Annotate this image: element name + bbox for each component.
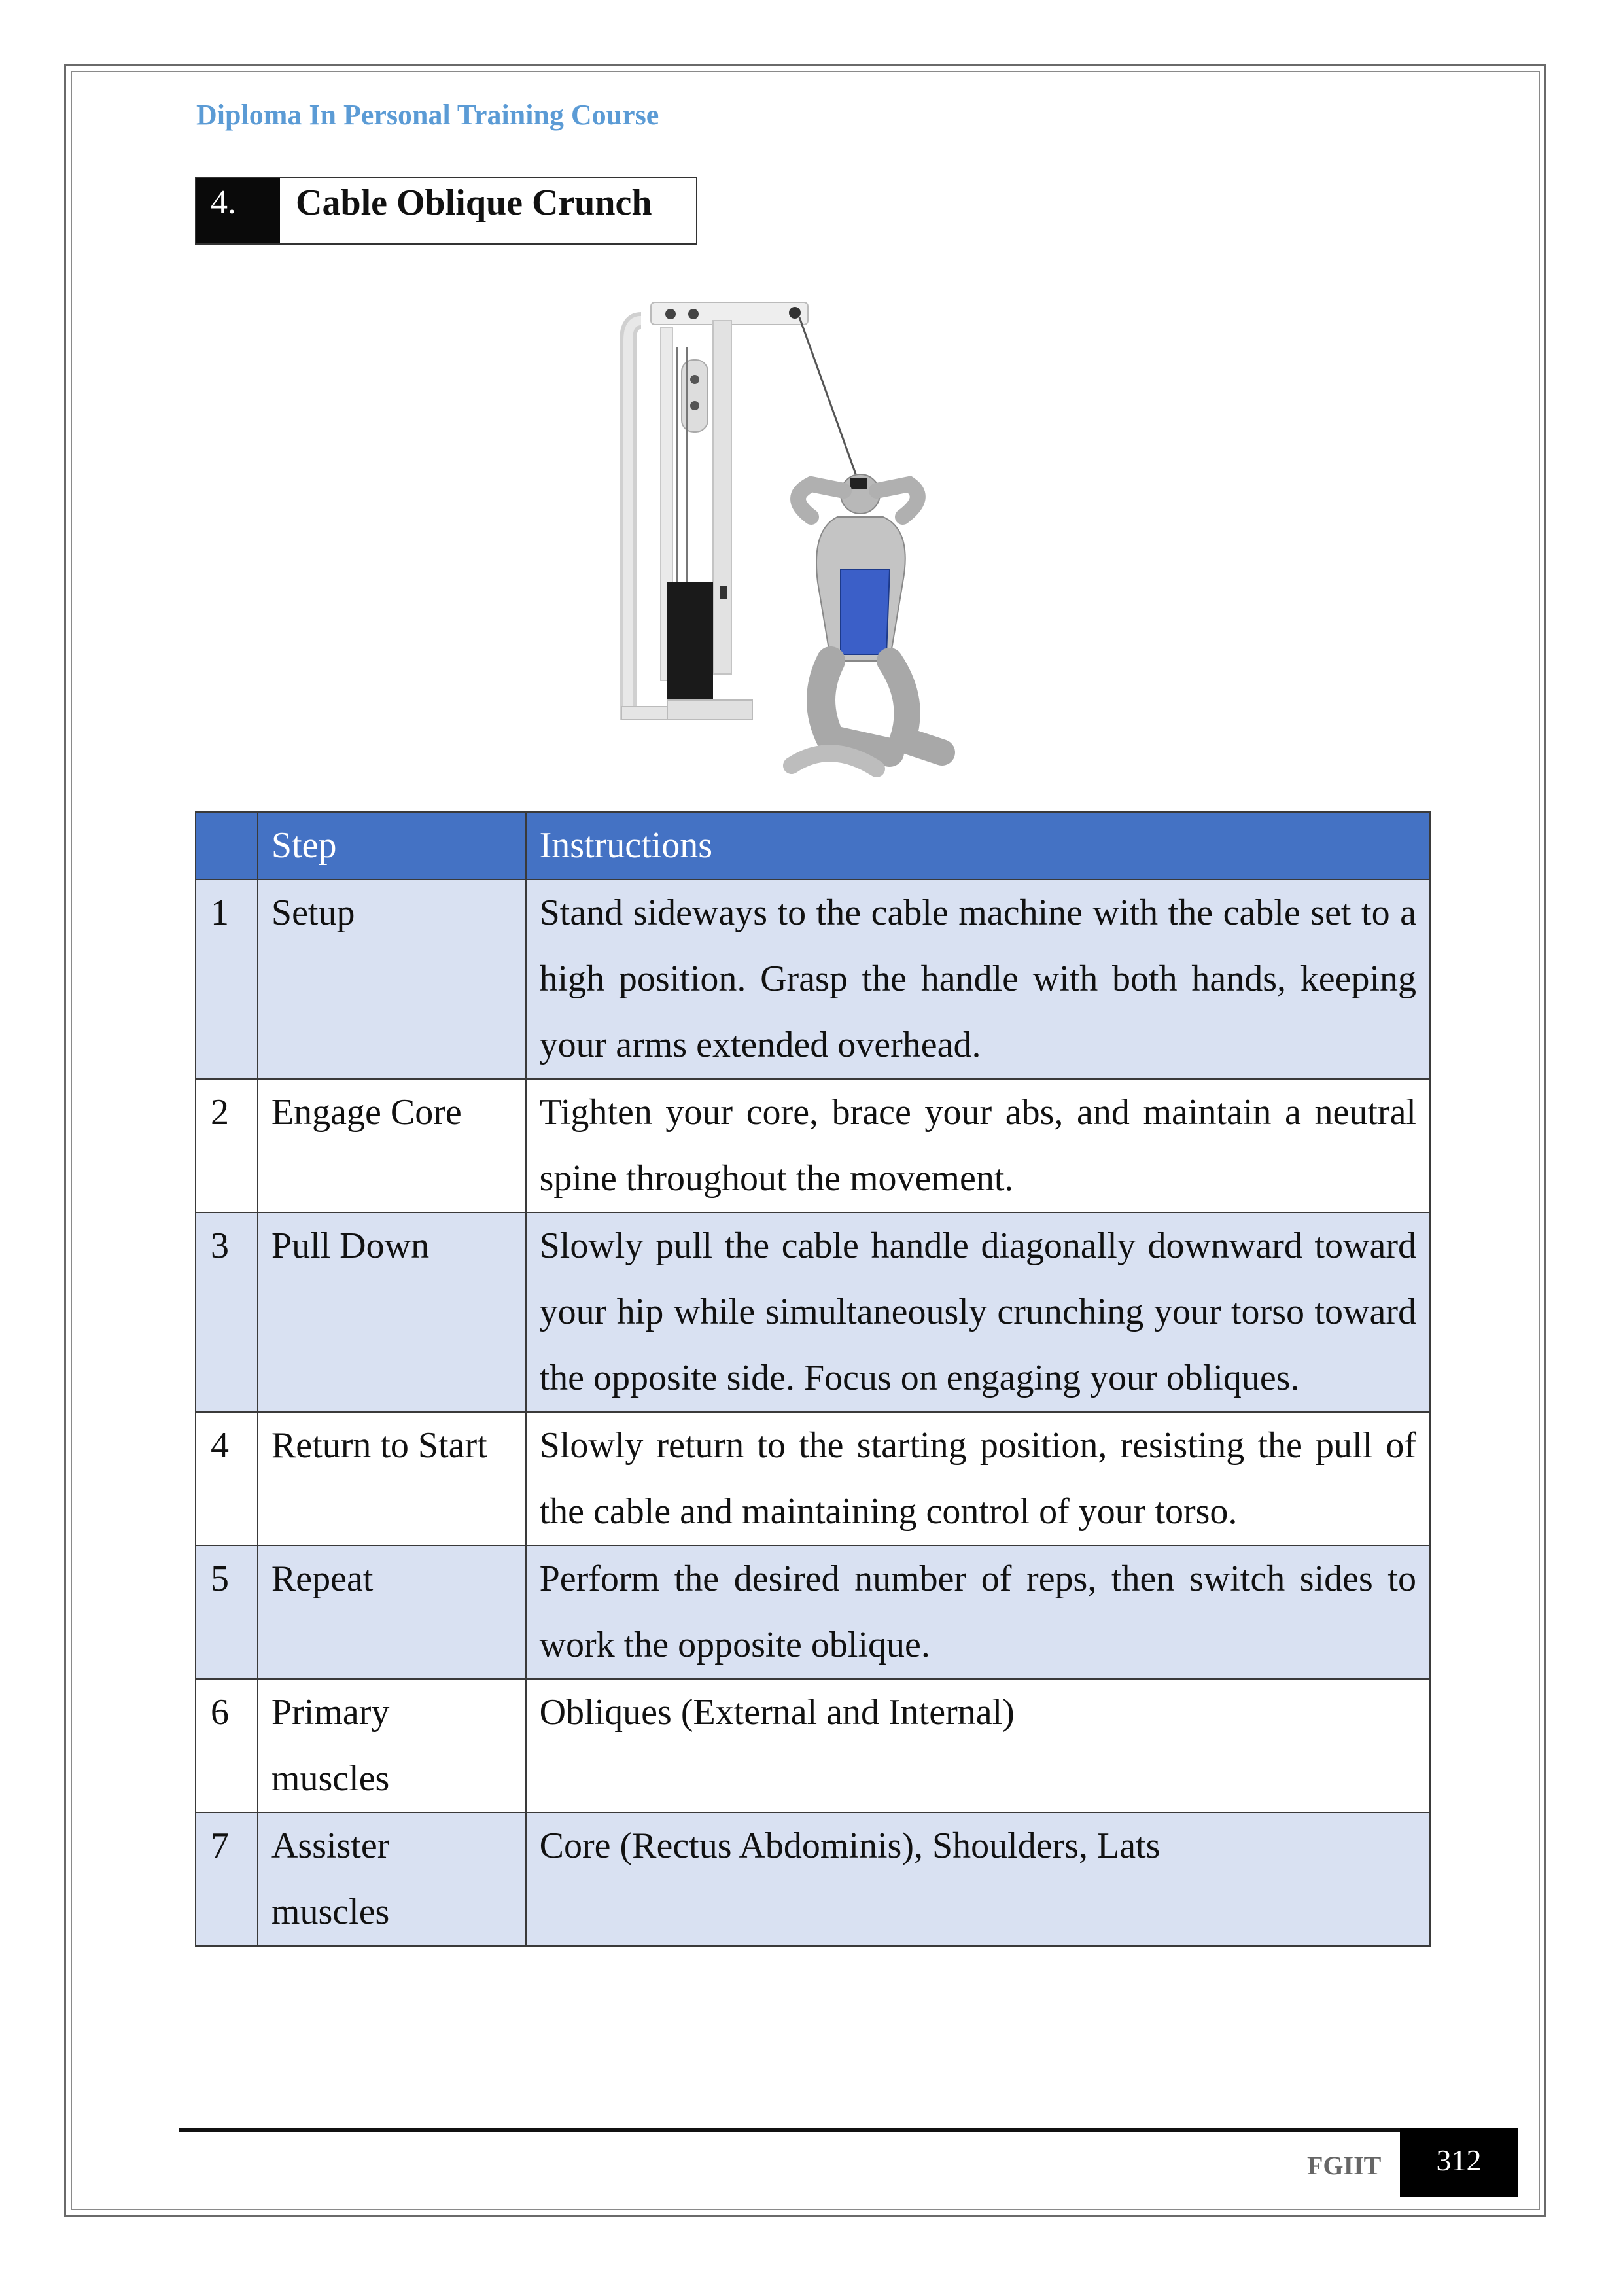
header-instructions: Instructions bbox=[526, 812, 1430, 879]
row-step: Assister muscles bbox=[258, 1812, 526, 1946]
steps-table bbox=[195, 811, 1431, 1947]
table-row bbox=[196, 1212, 1430, 1412]
header-num bbox=[196, 812, 258, 879]
table-row bbox=[196, 1812, 1430, 1946]
row-instructions: Stand sideways to the cable machine with the cable set to a high position. Grasp the handle with both hands, keeping your arms extended overhead. bbox=[526, 879, 1430, 1079]
row-step: Setup bbox=[258, 879, 526, 1079]
row-num: 5 bbox=[196, 1545, 258, 1679]
row-step: Return to Start bbox=[258, 1412, 526, 1545]
row-num: 3 bbox=[196, 1212, 258, 1412]
row-step: Engage Core bbox=[258, 1079, 526, 1212]
row-instructions: Obliques (External and Internal) bbox=[526, 1679, 1430, 1812]
row-instructions: Perform the desired number of reps, then switch sides to work the opposite oblique. bbox=[526, 1545, 1430, 1679]
footer-rule bbox=[179, 2128, 1514, 2132]
table-row bbox=[196, 879, 1430, 1079]
row-instructions: Slowly return to the starting position, resisting the pull of the cable and maintaining control of your torso. bbox=[526, 1412, 1430, 1545]
row-num: 2 bbox=[196, 1079, 258, 1212]
course-header: Diploma In Personal Training Course bbox=[196, 99, 659, 131]
section-name: Cable Oblique Crunch bbox=[280, 178, 696, 243]
row-instructions: Core (Rectus Abdominis), Shoulders, Lats bbox=[526, 1812, 1430, 1946]
cable-oblique-crunch-illustration bbox=[615, 281, 1021, 798]
athlete-figure-icon bbox=[792, 474, 942, 769]
footer-brand: FGIIT bbox=[1307, 2151, 1382, 2180]
table-row bbox=[196, 1412, 1430, 1545]
row-step: Primary muscles bbox=[258, 1679, 526, 1812]
row-num: 6 bbox=[196, 1679, 258, 1812]
table-row bbox=[196, 1079, 1430, 1212]
row-num: 1 bbox=[196, 879, 258, 1079]
row-step: Pull Down bbox=[258, 1212, 526, 1412]
page-number: 312 bbox=[1400, 2128, 1518, 2197]
row-instructions: Tighten your core, brace your abs, and maintain a neutral spine throughout the movement. bbox=[526, 1079, 1430, 1212]
table-row bbox=[196, 1679, 1430, 1812]
section-number: 4. bbox=[196, 178, 280, 243]
row-num: 7 bbox=[196, 1812, 258, 1946]
row-num: 4 bbox=[196, 1412, 258, 1545]
table-header-row bbox=[196, 812, 1430, 879]
header-step: Step bbox=[258, 812, 526, 879]
row-step: Repeat bbox=[258, 1545, 526, 1679]
row-instructions: Slowly pull the cable handle diagonally downward toward your hip while simultaneously crunching your torso toward the opposite side. Focus on engaging your obliques. bbox=[526, 1212, 1430, 1412]
section-title bbox=[195, 177, 697, 245]
table-row bbox=[196, 1545, 1430, 1679]
